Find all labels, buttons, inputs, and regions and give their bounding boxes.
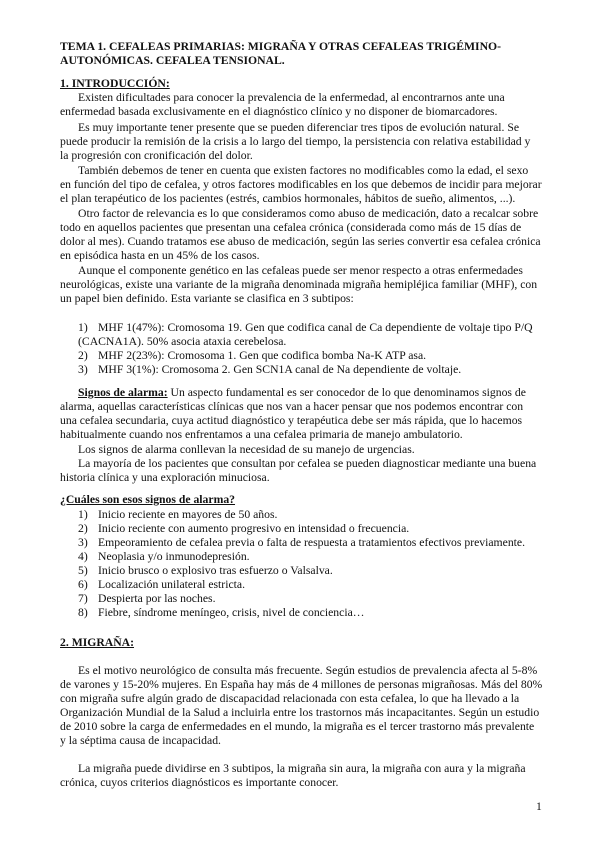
paragraph-line: habitualmente cuando nos enfrentamos a una cefalea primaria de manejo ambulatorio. <box>60 428 463 441</box>
paragraph-line: de varones y 15-20% mujeres. En España hay más de 4 millones de personas migrañosas. Más del 80% <box>60 678 543 691</box>
list-item <box>78 550 250 564</box>
subsection-heading-signos-de-alarma: Signos de alarma: <box>78 386 168 399</box>
list-number: 4) <box>78 550 88 563</box>
list-number: 2) <box>78 349 88 362</box>
paragraph-line: Organización Mundial de la Salud a incluirla entre los trastornos más incapacitantes. Según un estudio <box>60 706 540 719</box>
list-number: 6) <box>78 578 88 591</box>
paragraph-line: puede producir la remisión de la crisis a lo largo del tiempo, la persistencia con relativa estabilidad y <box>60 135 531 148</box>
paragraph-line <box>78 386 526 400</box>
paragraph-line: Es muy importante tener presente que se pueden diferenciar tres tipos de evolución natural. Se <box>78 121 520 134</box>
paragraph-line: crónica, cuyos criterios diagnósticos es importante conocer. <box>60 776 339 789</box>
list-item <box>78 536 525 550</box>
paragraph-line: La migraña puede dividirse en 3 subtipos, la migraña sin aura, la migraña con aura y la migraña <box>78 762 526 775</box>
paragraph-line: Es el motivo neurológico de consulta más frecuente. Según estudios de prevalencia afecta al 5-8% <box>78 664 538 677</box>
list-text: Empeoramiento de cefalea previa o falta de respuesta a tratamientos efectivos previamente. <box>98 536 526 549</box>
paragraph-line: neurológicas, existe una variante de la migraña denominada migraña hemipléjica familiar (MHF), con <box>60 278 538 291</box>
paragraph-line: Aunque el componente genético en las cefaleas puede ser menor respecto a otras enfermedades <box>78 264 523 277</box>
paragraph-line: una cefalea secundaria, cuya actitud diagnóstico y terapéutica debe ser más rápida, que lo hacemos <box>60 414 523 427</box>
list-item <box>78 606 364 620</box>
paragraph-line: en episódica hasta en un 45% de los casos. <box>60 249 260 262</box>
list-item <box>78 564 333 578</box>
paragraph-line: También debemos de tener en cuenta que existen factores no modificables como la edad, el sexo <box>78 164 529 177</box>
list-text: Inicio reciente con aumento progresivo en intensidad o frecuencia. <box>98 522 410 535</box>
paragraph-line: y la séptima causa de incapacidad. <box>60 734 221 747</box>
list-item <box>78 522 409 536</box>
list-item <box>78 349 426 363</box>
paragraph-line: enfermedad basada exclusivamente en el diagnóstico clínico y no disponer de biomarcadores. <box>60 105 498 118</box>
list-text: Fiebre, síndrome meníngeo, crisis, nivel de conciencia… <box>98 606 365 619</box>
paragraph-line: historia clínica y una exploración minuciosa. <box>60 471 270 484</box>
paragraph-line: todo en aquellos pacientes que presentan una cefalea crónica (considerada como más de 15 días de <box>60 221 522 234</box>
section-heading-migrana: 2. MIGRAÑA: <box>60 636 135 649</box>
paragraph-line: un papel bien definido. Esta variante se clasifica en 3 subtipos: <box>60 292 354 305</box>
paragraph-line: el plan terapéutico de los pacientes (estrés, cambios hormonales, hábitos de sueño, alimentos, ...). <box>60 192 516 205</box>
list-text: Localización unilateral estricta. <box>98 578 245 591</box>
list-text: MHF 2(23%): Cromosoma 1. Gen que codifica bomba Na-K ATP asa. <box>98 349 427 362</box>
list-text: MHF 3(1%): Cromosoma 2. Gen SCN1A canal de Na dependiente de voltaje. <box>98 363 462 376</box>
list-text: MHF 1(47%): Cromosoma 19. Gen que codifica canal de Ca dependiente de voltaje tipo P/Q <box>98 321 533 334</box>
paragraph-line: la progresión con cronificación del dolor. <box>60 149 253 162</box>
document-title-line-2: AUTONÓMICAS. CEFALEA TENSIONAL. <box>60 54 285 67</box>
list-number: 1) <box>78 321 88 334</box>
list-number: 3) <box>78 363 88 376</box>
list-item <box>78 592 216 606</box>
document-title-line-1: TEMA 1. CEFALEAS PRIMARIAS: MIGRAÑA Y OTRAS CEFALEAS TRIGÉMINO- <box>60 40 502 53</box>
list-text: Neoplasia y/o inmunodepresión. <box>98 550 250 563</box>
list-number: 7) <box>78 592 88 605</box>
section-heading-introduccion: 1. INTRODUCCIÓN: <box>60 77 170 90</box>
list-item <box>78 363 461 377</box>
list-number: 5) <box>78 564 88 577</box>
list-number: 1) <box>78 508 88 521</box>
list-item <box>78 508 277 522</box>
list-item-continuation: (CACNA1A). 50% asocia ataxia cerebelosa. <box>78 335 287 348</box>
list-text: Inicio reciente en mayores de 50 años. <box>98 508 278 521</box>
paragraph-text: Un aspecto fundamental es ser conocedor de lo que denominamos signos de <box>167 386 526 399</box>
list-number: 8) <box>78 606 88 619</box>
page-number: 1 <box>536 800 542 813</box>
subsection-heading-question: ¿Cuáles son esos signos de alarma? <box>60 493 236 506</box>
paragraph-line: en función del tipo de cefalea, y otros factores modificables en los que debemos de incidir para mejorar <box>60 178 542 191</box>
list-text: Despierta por las noches. <box>98 592 216 605</box>
paragraph-line: Existen dificultades para conocer la prevalencia de la enfermedad, al encontrarnos ante una <box>78 91 505 104</box>
paragraph-line: Otro factor de relevancia es lo que consideramos como abuso de medicación, dato a recalcar sobre <box>78 207 539 220</box>
paragraph-line: con migraña sufre algún grado de discapacidad relacionada con esta cefalea, lo que ha llevado a la <box>60 692 520 705</box>
list-item <box>78 321 533 335</box>
paragraph-line: dolor al mes). Cuando tratamos ese abuso de medicación, según las series convertir esa cefalea crónica <box>60 235 541 248</box>
paragraph-line: La mayoría de los pacientes que consultan por cefalea se pueden diagnosticar mediante una buena <box>78 457 537 470</box>
list-number: 3) <box>78 536 88 549</box>
paragraph-line: de 2010 sobre la carga de enfermedades en el mundo, la migraña es el tercer trastorno más prevalente <box>60 720 535 733</box>
list-number: 2) <box>78 522 88 535</box>
list-item <box>78 578 245 592</box>
list-text: Inicio brusco o explosivo tras esfuerzo o Valsalva. <box>98 564 333 577</box>
paragraph-line: Los signos de alarma conllevan la necesidad de su manejo de urgencias. <box>78 443 415 456</box>
paragraph-line: alarma, aquellas características clínicas que nos van a hacer pensar que nos podemos encontrar con <box>60 400 524 413</box>
